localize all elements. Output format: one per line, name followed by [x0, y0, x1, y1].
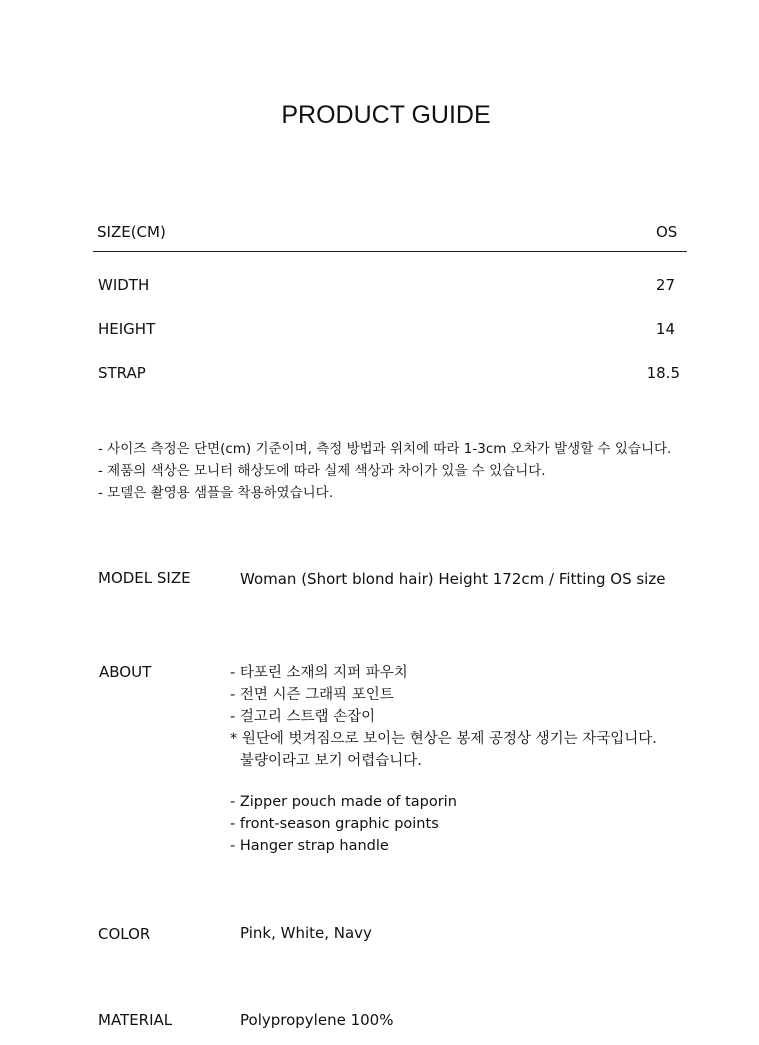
size-header-label: SIZE(CM) — [97, 223, 166, 241]
about-line: - 전면 시즌 그래픽 포인트 — [230, 687, 394, 703]
about-label: ABOUT — [99, 663, 152, 681]
note-line: - 제품의 색상은 모니터 해상도에 따라 실제 색상과 차이가 있을 수 있습니다. — [98, 463, 546, 479]
row-label-height: HEIGHT — [98, 320, 156, 338]
row-value-width: 27 — [655, 276, 675, 294]
row-label-strap: STRAP — [98, 364, 146, 382]
page-title: PRODUCT GUIDE — [281, 101, 491, 129]
color-label: COLOR — [98, 925, 151, 943]
about-line: - 걸고리 스트랩 손잡이 — [230, 709, 376, 725]
note-line: - 사이즈 측정은 단면(cm) 기준이며, 측정 방법과 위치에 따라 1-3cm 오차가 발생할 수 있습니다. — [98, 441, 672, 457]
about-line: - Hanger strap handle — [230, 838, 389, 854]
model-size-value: Woman (Short blond hair) Height 172cm / Fitting OS size — [240, 570, 666, 588]
about-line: - front-season graphic points — [230, 816, 439, 832]
about-line: - Zipper pouch made of taporin — [230, 794, 457, 810]
about-line: * 원단에 벗겨짐으로 보이는 현상은 봉제 공정상 생기는 자국입니다. — [230, 731, 657, 747]
row-value-height: 14 — [655, 320, 675, 338]
model-size-label: MODEL SIZE — [98, 569, 191, 587]
material-value: Polypropylene 100% — [240, 1011, 394, 1029]
row-value-strap: 18.5 — [646, 364, 680, 382]
about-line: - 타포린 소재의 지퍼 파우치 — [230, 665, 408, 681]
material-label: MATERIAL — [98, 1011, 173, 1029]
about-line: 불량이라고 보기 어렵습니다. — [240, 753, 422, 769]
note-line: - 모델은 촬영용 샘플을 착용하였습니다. — [98, 485, 333, 501]
table-divider — [93, 251, 687, 252]
size-header-value: OS — [656, 223, 678, 241]
row-label-width: WIDTH — [98, 276, 150, 294]
color-value: Pink, White, Navy — [240, 924, 372, 942]
